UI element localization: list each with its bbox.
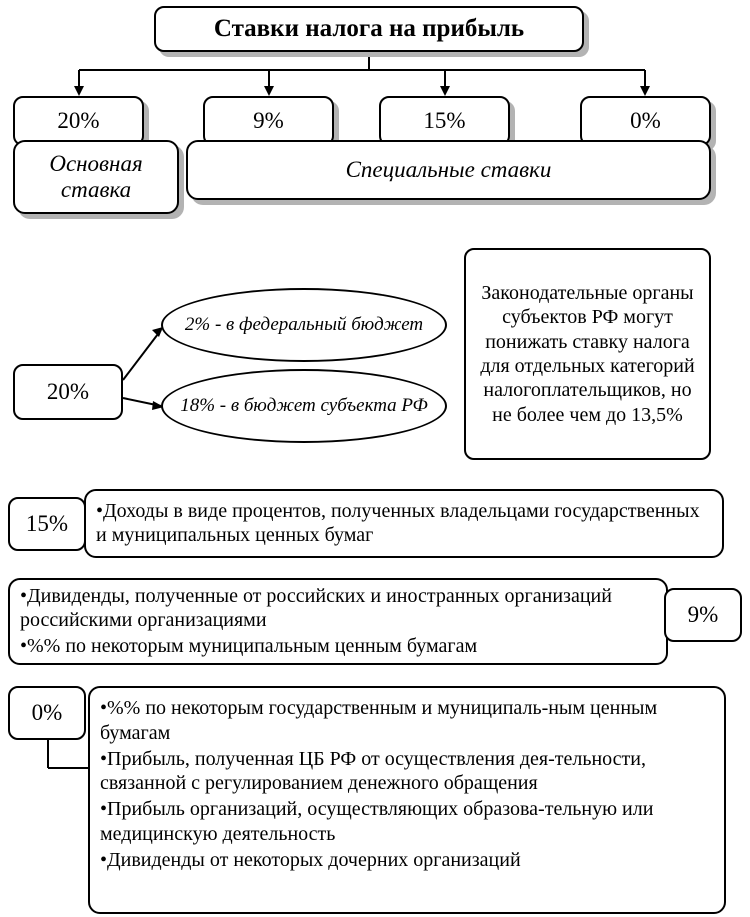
description-box-15 <box>84 489 724 558</box>
description-box-9 <box>8 578 668 665</box>
federal-budget-ellipse: 2% - в федеральный бюджет <box>161 288 447 362</box>
bullet-0-1: •%% по некоторым государственным и муниципаль-ным ценным бумагам <box>100 697 658 744</box>
rate-box-15-detail: 15% <box>8 497 86 551</box>
basic-rate-box <box>13 140 179 214</box>
rate-box-20: 20% <box>13 96 144 146</box>
basic-rate-line-2: ставка <box>60 177 132 202</box>
rate-box-15: 15% <box>379 96 510 146</box>
bullet-0-3: •Прибыль организаций, осуществляющих образова-тельную или медицинскую деятельность <box>100 798 654 845</box>
special-rates-box: Специальные ставки <box>186 140 711 200</box>
page-title: Ставки налога на прибыль <box>154 6 584 52</box>
rate-box-9: 9% <box>203 96 334 146</box>
subject-budget-ellipse: 18% - в бюджет субъекта РФ <box>161 369 447 443</box>
bullet-9-1: •Дивиденды, полученные от российских и иностранных организаций российскими организациями <box>20 584 612 632</box>
rate-box-0: 0% <box>580 96 711 146</box>
bullet-15-1: •Доходы в виде процентов, полученных владельцами государственных и муниципальных ценных бумаг <box>96 500 700 546</box>
rate-box-9-detail: 9% <box>664 588 742 642</box>
legislative-note-box: Законодательные органы субъектов РФ могут понижать ставку налога для отдельных категорий налогоплательщиков, но не более чем до 13,5% <box>464 248 711 460</box>
bullet-9-2: •%% по некоторым муниципальным ценным бумагам <box>20 634 478 657</box>
basic-rate-line-1: Основная <box>49 151 143 177</box>
rate-box-0-detail: 0% <box>8 686 86 740</box>
bullet-0-4: •Дивиденды от некоторых дочерних организаций <box>100 848 521 871</box>
bullet-0-2: •Прибыль, полученная ЦБ РФ от осуществления дея-тельности, связанной с регулированием денежного обращения <box>100 747 646 795</box>
description-box-0 <box>88 686 726 914</box>
rate-box-20-detail: 20% <box>13 364 123 420</box>
